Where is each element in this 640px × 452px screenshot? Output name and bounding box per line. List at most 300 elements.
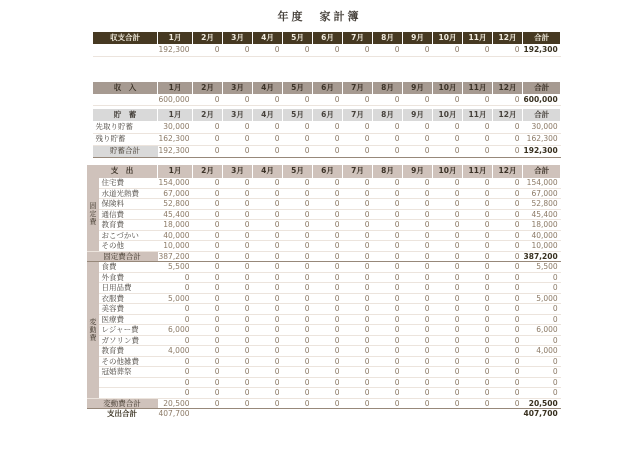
- row-label-cell[interactable]: 教育費: [99, 346, 158, 357]
- value-cell[interactable]: 0: [193, 293, 223, 304]
- value-cell[interactable]: [433, 409, 463, 420]
- value-cell[interactable]: 0: [403, 199, 433, 210]
- month-header-cell[interactable]: 8月: [373, 165, 403, 178]
- value-cell[interactable]: 0: [493, 314, 523, 325]
- group-strip-cell[interactable]: 固定費: [87, 178, 99, 252]
- value-cell[interactable]: 0: [403, 94, 433, 106]
- month-header-cell[interactable]: 9月: [403, 32, 433, 44]
- value-cell[interactable]: 0: [343, 335, 373, 346]
- month-header-cell[interactable]: 8月: [373, 82, 403, 94]
- value-cell[interactable]: 0: [253, 272, 283, 283]
- value-cell[interactable]: 0: [433, 398, 463, 409]
- row-label-cell[interactable]: [99, 388, 158, 399]
- value-cell[interactable]: 0: [403, 304, 433, 315]
- value-cell[interactable]: 0: [463, 335, 493, 346]
- row-label-cell[interactable]: 変動費合計: [87, 398, 158, 409]
- value-cell[interactable]: 0: [463, 398, 493, 409]
- value-cell[interactable]: 0: [433, 325, 463, 336]
- value-cell[interactable]: 407,700: [523, 409, 558, 419]
- month-header-cell[interactable]: 10月: [433, 109, 463, 121]
- value-cell[interactable]: 0: [463, 388, 493, 399]
- value-cell[interactable]: 0: [158, 377, 193, 388]
- value-cell[interactable]: 0: [403, 209, 433, 220]
- value-cell[interactable]: 0: [158, 272, 193, 283]
- value-cell[interactable]: 20,500: [523, 398, 561, 409]
- value-cell[interactable]: 0: [403, 283, 433, 294]
- value-cell[interactable]: 0: [193, 283, 223, 294]
- value-cell[interactable]: 0: [523, 272, 561, 283]
- value-cell[interactable]: 0: [193, 335, 223, 346]
- value-cell[interactable]: 0: [463, 356, 493, 367]
- value-cell[interactable]: 0: [493, 230, 523, 241]
- value-cell[interactable]: 0: [223, 346, 253, 357]
- value-cell[interactable]: 0: [223, 94, 253, 106]
- month-header-cell[interactable]: 7月: [343, 165, 373, 178]
- row-label-cell[interactable]: レジャー費: [99, 325, 158, 336]
- month-header-cell[interactable]: 12月: [493, 82, 523, 94]
- value-cell[interactable]: 0: [253, 262, 283, 273]
- value-cell[interactable]: 0: [283, 293, 313, 304]
- value-cell[interactable]: 0: [193, 220, 223, 231]
- value-cell[interactable]: 0: [343, 367, 373, 378]
- value-cell[interactable]: 0: [193, 356, 223, 367]
- value-cell[interactable]: 0: [253, 314, 283, 325]
- value-cell[interactable]: 0: [373, 304, 403, 315]
- value-cell[interactable]: 18,000: [158, 220, 193, 231]
- value-cell[interactable]: 0: [523, 283, 561, 294]
- month-header-cell[interactable]: 10月: [433, 165, 463, 178]
- value-cell[interactable]: 6,000: [523, 325, 561, 336]
- value-cell[interactable]: 0: [463, 346, 493, 357]
- value-cell[interactable]: 0: [193, 388, 223, 399]
- value-cell[interactable]: 0: [433, 335, 463, 346]
- value-cell[interactable]: 0: [313, 283, 343, 294]
- value-cell[interactable]: 0: [223, 283, 253, 294]
- value-cell[interactable]: 0: [373, 325, 403, 336]
- value-cell[interactable]: 0: [253, 199, 283, 210]
- value-cell[interactable]: 20,500: [158, 398, 193, 409]
- value-cell[interactable]: 0: [463, 251, 493, 262]
- value-cell[interactable]: 0: [343, 262, 373, 273]
- value-cell[interactable]: 0: [283, 262, 313, 273]
- value-cell[interactable]: 0: [253, 398, 283, 409]
- value-cell[interactable]: 0: [313, 356, 343, 367]
- value-cell[interactable]: [253, 409, 283, 420]
- value-cell[interactable]: 4,000: [523, 346, 561, 357]
- table-title-cell[interactable]: 支 出: [87, 165, 158, 178]
- value-cell[interactable]: 0: [343, 44, 373, 56]
- value-cell[interactable]: 0: [313, 241, 343, 252]
- value-cell[interactable]: 0: [463, 304, 493, 315]
- month-header-cell[interactable]: 10月: [433, 32, 463, 44]
- value-cell[interactable]: 0: [373, 44, 403, 56]
- value-cell[interactable]: 0: [343, 251, 373, 262]
- value-cell[interactable]: 0: [373, 133, 403, 145]
- value-cell[interactable]: 162,300: [158, 133, 193, 145]
- value-cell[interactable]: 0: [193, 314, 223, 325]
- month-header-cell[interactable]: 12月: [493, 32, 523, 44]
- value-cell[interactable]: 0: [343, 377, 373, 388]
- value-cell[interactable]: 0: [373, 356, 403, 367]
- value-cell[interactable]: 0: [193, 94, 223, 106]
- table-title-cell[interactable]: 収支合計: [93, 32, 158, 44]
- month-header-cell[interactable]: 4月: [253, 165, 283, 178]
- value-cell[interactable]: 0: [403, 241, 433, 252]
- value-cell[interactable]: 0: [283, 346, 313, 357]
- value-cell[interactable]: 0: [313, 209, 343, 220]
- value-cell[interactable]: 0: [253, 335, 283, 346]
- value-cell[interactable]: 0: [373, 230, 403, 241]
- value-cell[interactable]: 0: [223, 188, 253, 199]
- value-cell[interactable]: 0: [223, 251, 253, 262]
- value-cell[interactable]: 0: [493, 188, 523, 199]
- value-cell[interactable]: 162,300: [523, 133, 561, 145]
- month-header-cell[interactable]: 7月: [343, 32, 373, 44]
- value-cell[interactable]: 0: [433, 304, 463, 315]
- value-cell[interactable]: [343, 409, 373, 420]
- value-cell[interactable]: 0: [493, 346, 523, 357]
- value-cell[interactable]: 0: [223, 388, 253, 399]
- value-cell[interactable]: 0: [283, 367, 313, 378]
- value-cell[interactable]: 0: [403, 188, 433, 199]
- value-cell[interactable]: 0: [403, 145, 433, 157]
- value-cell[interactable]: 0: [373, 178, 403, 189]
- value-cell[interactable]: 0: [343, 314, 373, 325]
- value-cell[interactable]: 0: [343, 304, 373, 315]
- value-cell[interactable]: 0: [433, 377, 463, 388]
- row-label-cell[interactable]: ガソリン費: [99, 335, 158, 346]
- value-cell[interactable]: 0: [433, 346, 463, 357]
- value-cell[interactable]: 0: [253, 145, 283, 157]
- value-cell[interactable]: 0: [193, 346, 223, 357]
- value-cell[interactable]: 0: [223, 44, 253, 56]
- value-cell[interactable]: 0: [223, 209, 253, 220]
- value-cell[interactable]: 0: [433, 145, 463, 157]
- month-header-cell[interactable]: 3月: [223, 165, 253, 178]
- value-cell[interactable]: 0: [403, 388, 433, 399]
- value-cell[interactable]: 10,000: [523, 241, 561, 252]
- value-cell[interactable]: 0: [223, 133, 253, 145]
- value-cell[interactable]: 0: [463, 121, 493, 133]
- value-cell[interactable]: 0: [463, 145, 493, 157]
- value-cell[interactable]: 0: [373, 293, 403, 304]
- value-cell[interactable]: 0: [433, 272, 463, 283]
- value-cell[interactable]: 0: [373, 209, 403, 220]
- value-cell[interactable]: 0: [313, 325, 343, 336]
- value-cell[interactable]: 0: [343, 398, 373, 409]
- value-cell[interactable]: 0: [433, 241, 463, 252]
- month-header-cell[interactable]: 4月: [253, 109, 283, 121]
- value-cell[interactable]: 45,400: [158, 209, 193, 220]
- value-cell[interactable]: 0: [433, 44, 463, 56]
- month-header-cell[interactable]: 9月: [403, 82, 433, 94]
- value-cell[interactable]: 0: [158, 304, 193, 315]
- value-cell[interactable]: 0: [523, 388, 561, 399]
- value-cell[interactable]: 0: [493, 241, 523, 252]
- month-header-cell[interactable]: 11月: [463, 109, 493, 121]
- value-cell[interactable]: 0: [253, 230, 283, 241]
- value-cell[interactable]: 0: [313, 178, 343, 189]
- value-cell[interactable]: [223, 409, 253, 420]
- value-cell[interactable]: 387,200: [523, 251, 561, 262]
- value-cell[interactable]: 0: [493, 44, 523, 56]
- value-cell[interactable]: 0: [373, 251, 403, 262]
- value-cell[interactable]: 0: [403, 272, 433, 283]
- value-cell[interactable]: 0: [343, 133, 373, 145]
- value-cell[interactable]: 0: [313, 314, 343, 325]
- value-cell[interactable]: 0: [373, 388, 403, 399]
- value-cell[interactable]: 0: [313, 262, 343, 273]
- value-cell[interactable]: 0: [343, 346, 373, 357]
- value-cell[interactable]: 0: [433, 356, 463, 367]
- value-cell[interactable]: 0: [223, 398, 253, 409]
- value-cell[interactable]: 0: [253, 178, 283, 189]
- value-cell[interactable]: 0: [253, 377, 283, 388]
- value-cell[interactable]: 0: [223, 314, 253, 325]
- month-header-cell[interactable]: 1月: [158, 32, 193, 44]
- value-cell[interactable]: 0: [193, 304, 223, 315]
- month-header-cell[interactable]: 11月: [463, 82, 493, 94]
- value-cell[interactable]: 0: [343, 241, 373, 252]
- value-cell[interactable]: 0: [283, 388, 313, 399]
- value-cell[interactable]: 0: [493, 304, 523, 315]
- month-header-cell[interactable]: 9月: [403, 165, 433, 178]
- value-cell[interactable]: 0: [493, 377, 523, 388]
- value-cell[interactable]: 0: [313, 188, 343, 199]
- value-cell[interactable]: 0: [493, 262, 523, 273]
- value-cell[interactable]: 0: [313, 388, 343, 399]
- value-cell[interactable]: 0: [373, 94, 403, 106]
- value-cell[interactable]: 0: [158, 356, 193, 367]
- value-cell[interactable]: 5,000: [523, 293, 561, 304]
- value-cell[interactable]: 0: [343, 121, 373, 133]
- value-cell[interactable]: 0: [463, 220, 493, 231]
- table-title-cell[interactable]: 貯 蓄: [93, 109, 158, 121]
- value-cell[interactable]: 0: [523, 314, 561, 325]
- month-header-cell[interactable]: 12月: [493, 165, 523, 178]
- value-cell[interactable]: 0: [463, 272, 493, 283]
- value-cell[interactable]: 0: [283, 241, 313, 252]
- value-cell[interactable]: 0: [283, 230, 313, 241]
- value-cell[interactable]: 0: [313, 230, 343, 241]
- value-cell[interactable]: 0: [463, 94, 493, 106]
- value-cell[interactable]: 0: [253, 241, 283, 252]
- month-header-cell[interactable]: 3月: [223, 32, 253, 44]
- value-cell[interactable]: 0: [283, 272, 313, 283]
- value-cell[interactable]: 0: [283, 220, 313, 231]
- month-header-cell[interactable]: 8月: [373, 109, 403, 121]
- value-cell[interactable]: 0: [523, 304, 561, 315]
- value-cell[interactable]: 0: [433, 283, 463, 294]
- row-label-cell[interactable]: 通信費: [99, 209, 158, 220]
- value-cell[interactable]: 0: [283, 188, 313, 199]
- row-label-cell[interactable]: 固定費合計: [87, 251, 158, 262]
- value-cell[interactable]: 0: [253, 325, 283, 336]
- value-cell[interactable]: 0: [403, 346, 433, 357]
- value-cell[interactable]: 0: [253, 304, 283, 315]
- row-label-cell[interactable]: 外食費: [99, 272, 158, 283]
- value-cell[interactable]: 0: [223, 178, 253, 189]
- value-cell[interactable]: 0: [253, 283, 283, 294]
- value-cell[interactable]: 0: [193, 272, 223, 283]
- value-cell[interactable]: 0: [193, 178, 223, 189]
- value-cell[interactable]: 40,000: [158, 230, 193, 241]
- value-cell[interactable]: 0: [193, 262, 223, 273]
- value-cell[interactable]: 0: [283, 377, 313, 388]
- row-label-cell[interactable]: その他雑費: [99, 356, 158, 367]
- total-header-cell[interactable]: 合計: [523, 165, 561, 178]
- value-cell[interactable]: 0: [253, 209, 283, 220]
- value-cell[interactable]: 0: [193, 44, 223, 56]
- month-header-cell[interactable]: 1月: [158, 109, 193, 121]
- month-header-cell[interactable]: 12月: [493, 109, 523, 121]
- value-cell[interactable]: 154,000: [158, 178, 193, 189]
- value-cell[interactable]: 0: [193, 145, 223, 157]
- month-header-cell[interactable]: 5月: [283, 109, 313, 121]
- value-cell[interactable]: 0: [493, 220, 523, 231]
- value-cell[interactable]: 0: [193, 241, 223, 252]
- value-cell[interactable]: 0: [313, 44, 343, 56]
- month-header-cell[interactable]: 8月: [373, 32, 403, 44]
- value-cell[interactable]: 0: [403, 335, 433, 346]
- value-cell[interactable]: 0: [373, 314, 403, 325]
- total-header-cell[interactable]: 合計: [523, 32, 561, 44]
- value-cell[interactable]: 5,500: [158, 262, 193, 273]
- value-cell[interactable]: 0: [373, 121, 403, 133]
- value-cell[interactable]: 0: [433, 230, 463, 241]
- value-cell[interactable]: 192,300: [523, 44, 561, 56]
- value-cell[interactable]: 0: [283, 209, 313, 220]
- row-label-cell[interactable]: 住宅費: [99, 178, 158, 189]
- value-cell[interactable]: 0: [253, 356, 283, 367]
- value-cell[interactable]: 0: [433, 220, 463, 231]
- value-cell[interactable]: 0: [283, 178, 313, 189]
- value-cell[interactable]: 0: [493, 94, 523, 106]
- value-cell[interactable]: 0: [283, 145, 313, 157]
- value-cell[interactable]: 0: [373, 220, 403, 231]
- value-cell[interactable]: 0: [523, 367, 561, 378]
- value-cell[interactable]: 0: [403, 314, 433, 325]
- row-label-cell[interactable]: 医療費: [99, 314, 158, 325]
- value-cell[interactable]: 0: [313, 220, 343, 231]
- value-cell[interactable]: 0: [283, 199, 313, 210]
- value-cell[interactable]: [403, 409, 433, 420]
- value-cell[interactable]: 0: [373, 262, 403, 273]
- value-cell[interactable]: 0: [343, 283, 373, 294]
- value-cell[interactable]: 0: [193, 199, 223, 210]
- value-cell[interactable]: 0: [373, 283, 403, 294]
- value-cell[interactable]: 5,000: [158, 293, 193, 304]
- value-cell[interactable]: 0: [158, 335, 193, 346]
- value-cell[interactable]: 0: [403, 325, 433, 336]
- value-cell[interactable]: 0: [373, 367, 403, 378]
- value-cell[interactable]: 0: [493, 356, 523, 367]
- value-cell[interactable]: 0: [433, 94, 463, 106]
- value-cell[interactable]: 0: [463, 188, 493, 199]
- value-cell[interactable]: 0: [283, 335, 313, 346]
- value-cell[interactable]: 0: [283, 304, 313, 315]
- month-header-cell[interactable]: 2月: [193, 32, 223, 44]
- value-cell[interactable]: 0: [463, 241, 493, 252]
- value-cell[interactable]: 0: [433, 367, 463, 378]
- month-header-cell[interactable]: 1月: [158, 82, 193, 94]
- value-cell[interactable]: 6,000: [158, 325, 193, 336]
- value-cell[interactable]: 0: [343, 388, 373, 399]
- value-cell[interactable]: 0: [193, 325, 223, 336]
- value-cell[interactable]: 0: [223, 145, 253, 157]
- value-cell[interactable]: 154,000: [523, 178, 561, 189]
- row-label-cell[interactable]: 食費: [99, 262, 158, 273]
- value-cell[interactable]: 0: [433, 133, 463, 145]
- value-cell[interactable]: 0: [223, 377, 253, 388]
- value-cell[interactable]: 0: [433, 251, 463, 262]
- value-cell[interactable]: 0: [493, 388, 523, 399]
- value-cell[interactable]: 0: [463, 199, 493, 210]
- value-cell[interactable]: 0: [463, 367, 493, 378]
- value-cell[interactable]: 0: [193, 188, 223, 199]
- value-cell[interactable]: 0: [313, 377, 343, 388]
- value-cell[interactable]: 0: [223, 325, 253, 336]
- value-cell[interactable]: 0: [493, 178, 523, 189]
- value-cell[interactable]: 0: [223, 367, 253, 378]
- value-cell[interactable]: 10,000: [158, 241, 193, 252]
- value-cell[interactable]: 387,200: [158, 251, 193, 262]
- value-cell[interactable]: 0: [523, 356, 561, 367]
- value-cell[interactable]: 0: [433, 209, 463, 220]
- value-cell[interactable]: 0: [463, 325, 493, 336]
- value-cell[interactable]: 0: [373, 398, 403, 409]
- value-cell[interactable]: 0: [313, 94, 343, 106]
- value-cell[interactable]: [493, 409, 523, 420]
- month-header-cell[interactable]: 6月: [313, 109, 343, 121]
- value-cell[interactable]: 0: [313, 335, 343, 346]
- value-cell[interactable]: 0: [223, 335, 253, 346]
- value-cell[interactable]: 0: [433, 262, 463, 273]
- group-strip-cell[interactable]: 変動費: [87, 262, 99, 399]
- value-cell[interactable]: 0: [493, 209, 523, 220]
- value-cell[interactable]: 0: [313, 367, 343, 378]
- value-cell[interactable]: 0: [373, 377, 403, 388]
- month-header-cell[interactable]: 2月: [193, 82, 223, 94]
- value-cell[interactable]: 0: [463, 293, 493, 304]
- row-label-cell[interactable]: おこづかい: [99, 230, 158, 241]
- value-cell[interactable]: 0: [223, 356, 253, 367]
- value-cell[interactable]: 192,300: [523, 145, 561, 157]
- value-cell[interactable]: 0: [403, 220, 433, 231]
- value-cell[interactable]: 52,800: [158, 199, 193, 210]
- value-cell[interactable]: 0: [403, 377, 433, 388]
- value-cell[interactable]: 0: [493, 121, 523, 133]
- value-cell[interactable]: 0: [313, 121, 343, 133]
- value-cell[interactable]: 0: [493, 293, 523, 304]
- month-header-cell[interactable]: 10月: [433, 82, 463, 94]
- month-header-cell[interactable]: 3月: [223, 109, 253, 121]
- value-cell[interactable]: 0: [223, 272, 253, 283]
- value-cell[interactable]: 0: [373, 241, 403, 252]
- value-cell[interactable]: 0: [433, 199, 463, 210]
- value-cell[interactable]: 0: [253, 293, 283, 304]
- value-cell[interactable]: 52,800: [523, 199, 561, 210]
- row-label-cell[interactable]: [99, 377, 158, 388]
- value-cell[interactable]: 192,300: [158, 145, 193, 157]
- value-cell[interactable]: 0: [433, 121, 463, 133]
- value-cell[interactable]: 0: [493, 283, 523, 294]
- month-header-cell[interactable]: 3月: [223, 82, 253, 94]
- value-cell[interactable]: 0: [493, 398, 523, 409]
- row-label-cell[interactable]: 衣服費: [99, 293, 158, 304]
- value-cell[interactable]: 0: [523, 335, 561, 346]
- row-label-cell[interactable]: 美容費: [99, 304, 158, 315]
